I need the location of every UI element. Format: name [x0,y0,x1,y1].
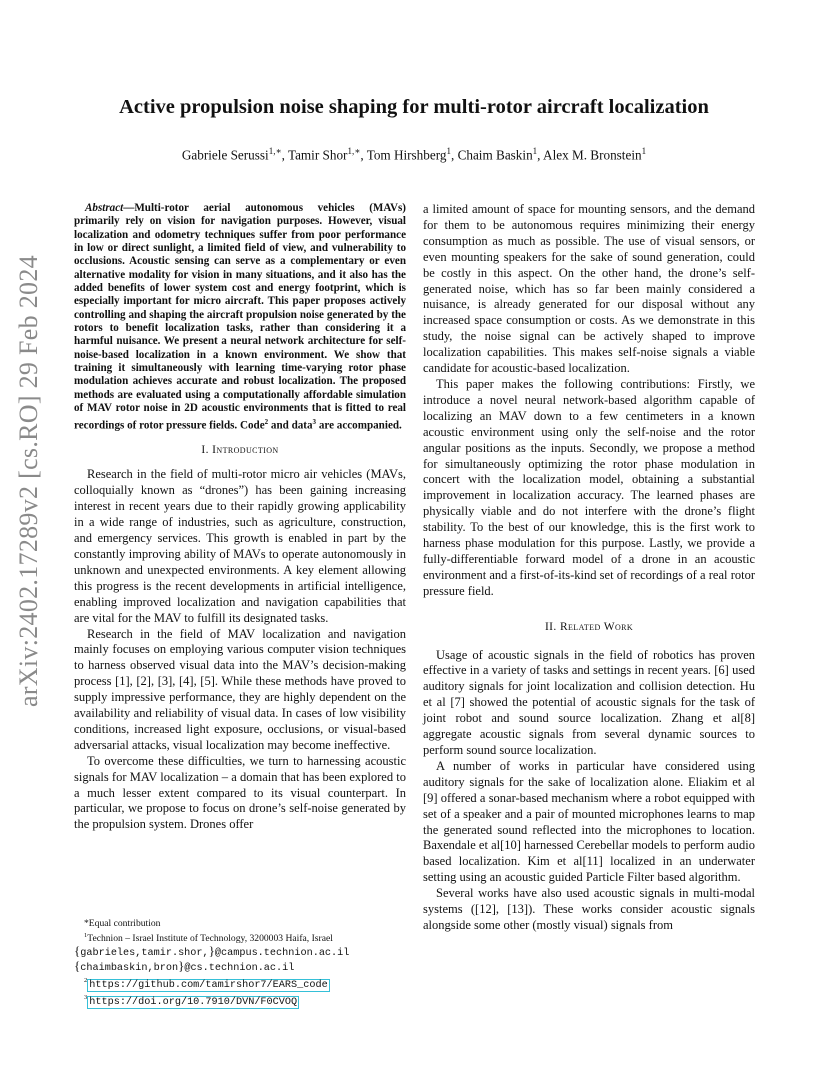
affiliation-text: Technion – Israel Institute of Technology, 3200003 Haifa, Israel [87,932,333,944]
abstract-mid: and data [268,419,313,432]
author-affiliation-mark: 1,∗ [268,146,282,156]
related-work-paragraph: Usage of acoustic signals in the field of robotics has proven effective in a variety of tasks and settings in recent years. [6] used auditory signals for joint localization and collision detection. Hu et al [7] showed the potential of acoustic signals for the task of joint robot and sound source localization. Zhang et al[8] aggregate acoustic signals from several dynamic sources to perform sound source localization. [423,647,755,757]
intro-paragraph: To overcome these difficulties, we turn to harnessing acoustic signals for MAV localization – a domain that has been explored to a much lesser extent compared to its visual counterpart. In particular, we propose to focus on drone’s self-noise generated by the propulsion system. Drones offer [74,753,406,832]
author-affiliation-mark: 1 [532,146,538,156]
author-affiliation-mark: 1 [446,146,451,156]
data-footnote [74,992,406,1008]
author-list [0,146,828,163]
abstract-tail: are accompanied. [316,419,402,432]
author-separator: , [537,147,544,163]
arxiv-identifier: arXiv:2402.17289v2 [cs.RO] 29 Feb 2024 [14,255,43,707]
section-heading-related-work: II. Related Work [544,620,634,633]
abstract-dash: — [123,202,135,214]
affiliation-mark: 1 [84,931,88,939]
email-list-2: chaimbaskin,bron [80,962,179,974]
data-link[interactable]: https://doi.org/10.7910/DVN/F0CVOQ [89,996,298,1008]
abstract-lead: Abstract [85,202,124,214]
email-line-2: {chaimbaskin,bron}@cs.technion.ac.il [74,957,295,974]
related-work-paragraph: Several works have also used acoustic signals in multi-modal systems ([12], [13]). These works consider acoustic signals alongside some other (mostly visual) signals from [423,886,755,932]
equal-contribution-note: *Equal contribution [84,918,161,929]
contributions-paragraph: This paper makes the following contributions: Firstly, we introduce a novel neural network-based algorithm capable of localizing an MAV down to a few centimeters in a known acoustic environment using only the self-noise and the rotor angular positions as the inputs. Secondly, we propose a method for simultaneously optimizing the rotor phase modulation in concert with the localization model, obtaining a substantial improvement in localization accuracy. The learned phases are physically viable and do not interfere with the drone’s flight stability. To the best of our knowledge, this is the first work to harness phase modulation for this purpose. Lastly, we provide a fully-differentiable forward model of a drone in an acoustic environment and a first-of-its-kind set of recordings of a real rotor pressure field. [423,376,755,598]
author-name: Tamir Shor [287,147,348,163]
footnotes [74,918,406,1008]
paper-title: Active propulsion noise shaping for multi-rotor aircraft localization [119,96,709,118]
left-column [74,202,406,833]
section-heading-introduction: I. Introduction [201,443,279,456]
email-list-1: gabrieles,tamir.shor, [80,947,209,959]
data-footnote-number: 3 [84,994,88,1002]
author-name: Chaim Baskin [457,147,533,163]
author-separator: , [360,147,367,163]
code-footnote-number: 2 [84,977,88,985]
author-affiliation-mark: 1,∗ [347,146,361,156]
code-footnote [74,975,406,991]
author-name: Gabriele Serussi [181,147,269,163]
right-column [423,202,755,934]
author-name: Alex M. Bronstein [543,147,642,163]
code-footnote-mark: 2 [264,417,269,426]
email-domain-1: @campus.technion.ac.il [214,947,350,959]
abstract [74,202,406,433]
author-affiliation-mark: 1 [641,146,647,156]
intro-paragraph: Research in the field of multi-rotor micro air vehicles (MAVs, colloquially known as “drones”) has been gaining increasing interest in recent years due to their rapidly growing applicability in a wide range of industries, such as agriculture, construction, and emergency services. This growth is enabled in part by the constantly improving ability of MAVs to operate autonomously in unknown and unexpected environments. A key element allowing this progress is the recent developments in artificial intelligence, enabling improved localization and navigation capabilities that are vital for the MAV to fulfill its designated tasks. [74,467,406,625]
email-domain-2: @cs.technion.ac.il [184,962,295,974]
author-separator: , [281,147,288,163]
abstract-body: Multi-rotor aerial autonomous vehicles (MAVs) primarily rely on vision for navigation purposes. However, visual localization and odometry techniques suffer from poor performance in low or direct sunlight, a limited field of view, and vulnerability to occlusions. Acoustic sensing can serve as a complementary or even alternative modality for vision in many situations, and it also has the added benefits of lower system cost and energy footprint, which is especially important for micro aircraft. This paper proposes actively controlling and shaping the aircraft propulsion noise generated by the rotors to benefit localization tasks, rather than considering it a harmful nuisance. We present a neural network architecture for self-noise-based localization in a known environment. We show that training it simultaneously with learning time-varying rotor phase modulation achieves accurate and robust localization. The proposed methods are evaluated using a computationally affordable simulation of MAV rotor noise in 2D acoustic environments that is fitted to real recordings of rotor pressure fields. Code [74,202,406,432]
intro-paragraph-continued: a limited amount of space for mounting sensors, and the demand for them to be autonomous requires minimizing their energy consumption as much as possible. The use of visual sensors, or even mounting speakers for the sake of sound generation, could be costly in this aspect. On the other hand, the drone’s self-generated noise, which has so far been mainly considered a nuisance, is already generated for our disposal without any increased space consumption or costs. As we demonstrate in this study, the noise signal can be actively shaped to improve localization capabilities. This makes self-noise signals a viable candidate for acoustic-based localization. [423,202,755,376]
data-footnote-mark: 3 [312,417,317,426]
author-name: Tom Hirshberg [366,147,447,163]
email-line-1: {gabrieles,tamir.shor,}@campus.technion.ac.il [74,942,350,959]
related-work-paragraph: A number of works in particular have considered using auditory signals for the sake of localization alone. Eliakim et al [9] offered a sonar-based mechanism where a robot equipped with set of a speaker and a pair of mounted microphones learns to map the generated sound reflected into the microphones to location. Baxendale et al[10] harnessed Cerebellar models to perform audio based localization. Kim et al[11] localized in an underwater setting using an acoustic guided Particle Filter based algorithm. [423,758,755,885]
affiliation-note [74,930,406,945]
intro-paragraph: Research in the field of MAV localization and navigation mainly focuses on employing various computer vision techniques to harness observed visual data into the MAV’s decision-making process [1], [2], [3], [4], [5]. While these methods have proved to supply impressive performance, they are highly dependent on the availability and reliability of visual data. In cases of low visibility conditions, increased light exposure, occlusions, or visual-based adversarial attacks, visual localization may become ineffective. [74,626,406,752]
author-separator: , [450,147,458,163]
code-link[interactable]: https://github.com/tamirshor7/EARS_code [89,979,328,991]
